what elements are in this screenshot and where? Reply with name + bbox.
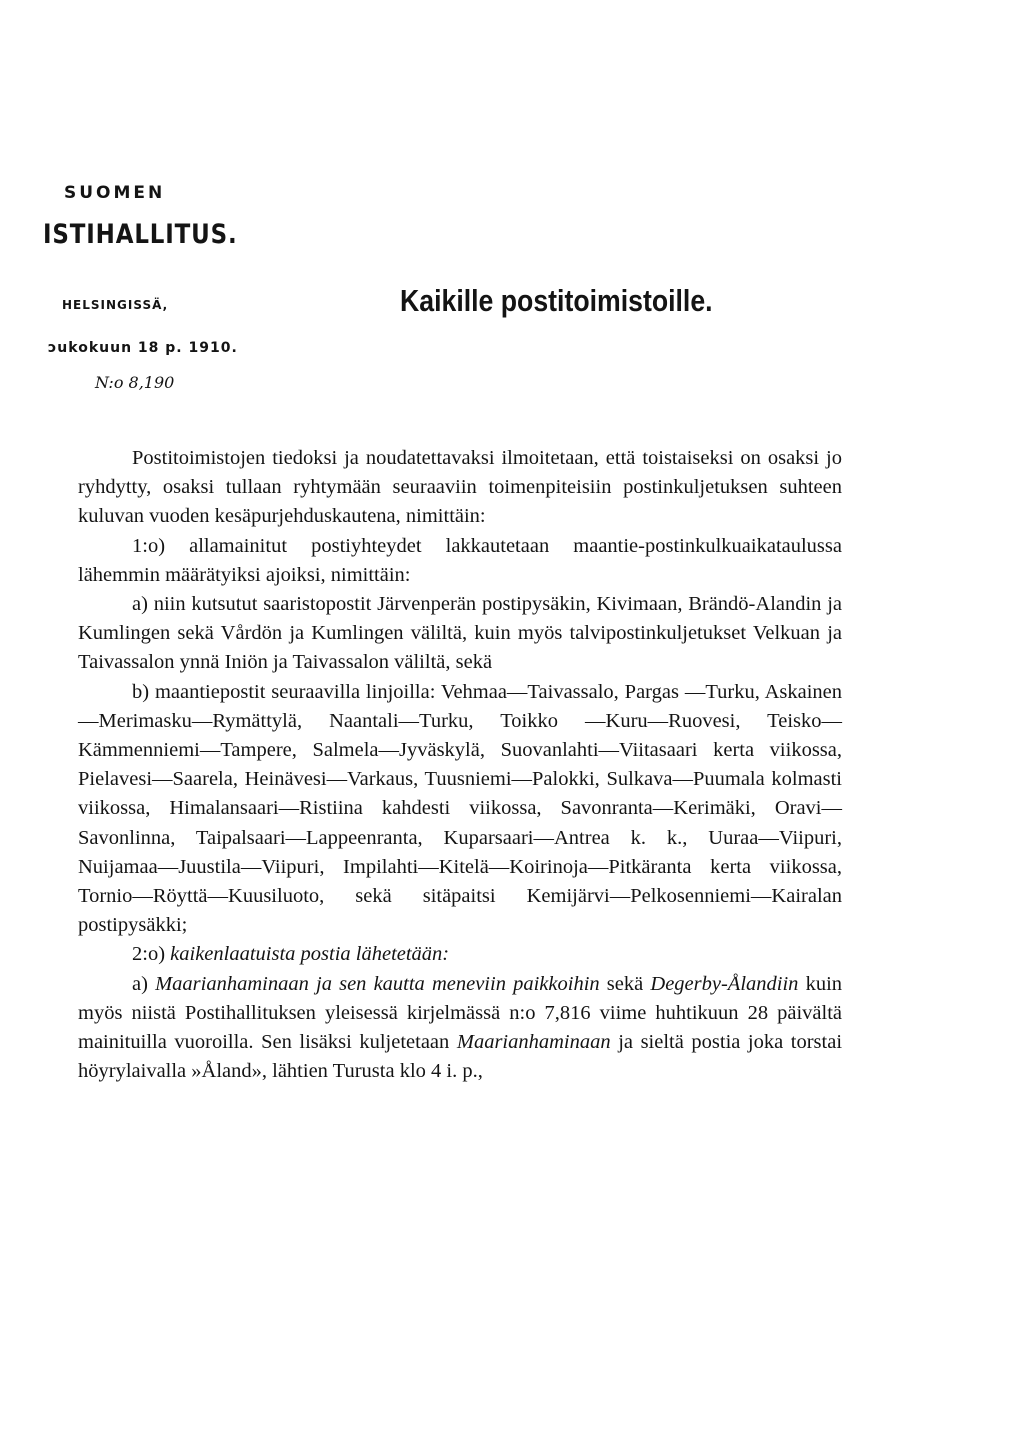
item-2a-italic-maarianhamina: Maarianhaminaan	[456, 1031, 611, 1054]
item-2a-prefix: a)	[132, 972, 148, 995]
header-office: ISTIHALLITUS.	[43, 219, 238, 250]
letter-body	[78, 444, 842, 1086]
item-1-paragraph: 1:o) allamainitut postiyhteydet lakkautetaan maantie-postinkulkuaikataulussa lähemmin määrätyiksi ajoiksi, nimittäin:	[78, 534, 842, 586]
item-2-paragraph	[78, 940, 842, 969]
header-country: SUOMEN	[64, 183, 166, 203]
item-2-prefix: 2:o)	[132, 943, 166, 966]
intro-paragraph: Postitoimistojen tiedoksi ja noudatettavaksi ilmoitetaan, että toistaiseksi on osaksi jo ryhdytty, osaksi tullaan ryhtymään seuraaviin toimenpiteisiin postinkuljetuksen suhteen kuluvan vuoden kesäpurjehduskautena, nimittäin:	[78, 447, 842, 528]
item-1a-paragraph: a) niin kutsutut saaristopostit Järvenperän postipysäkin, Kivimaan, Brändö-Alandin ja Kumlingen sekä Vårdön ja Kumlingen väliltä, kuin myös talvipostinkuljetukset Velkuan ja Taivassalon ynnä Iniön ja Taivassalon väliltä, sekä	[78, 593, 842, 674]
item-2a-end: ja sieltä postia joka torstai höyrylaivalla »Åland», lähtien Turusta klo 4 i. p.,	[78, 1031, 843, 1083]
header-addressee: Kaikille postitoimistoille.	[400, 283, 713, 318]
item-2a-paragraph	[78, 970, 842, 1087]
item-2a-conjunction: sekä	[606, 972, 644, 995]
item-2a-italic-destination: Maarianhaminaan ja sen kautta meneviin paikkoihin	[155, 972, 600, 995]
item-1b-paragraph: b) maantiepostit seuraavilla linjoilla: Vehmaa—Taivassalo, Pargas —Turku, Askainen—Merimasku—Rymättylä, Naantali—Turku, Toikko —Kuru—Ruovesi, Teisko—Kämmenniemi—Tampere, Salmela—Jyväskylä, Suovanlahti—Viitasaari kerta viikossa, Pielavesi—Saarela, Heinävesi—Varkaus, Tuusniemi—Palokki, Sulkava—Puumala kolmasti viikossa, Himalansaari—Ristiina kahdesti viikossa, Savonranta—Kerimäki, Oravi—Savonlinna, Taipalsaari—Lappeenranta, Kuparsaari—Antrea k. k., Uuraa—Viipuri, Nuijamaa—Juustila—Viipuri, Impilahti—Kitelä—Koirinoja—Pitkäranta kerta viikossa, Tornio—Röyttä—Kuusiluoto, sekä sitäpaitsi Kemijärvi—Pelkosenniemi—Kairalan postipysäkki;	[78, 680, 842, 937]
header-place: HELSINGISSÄ,	[62, 298, 169, 312]
header-date: ɔukokuun 18 p. 1910.	[48, 340, 238, 356]
item-2a-italic-degerby: Degerby-Ålandiin	[650, 972, 799, 995]
item-2-italic: kaikenlaatuista postia lähetetään:	[170, 943, 450, 966]
item-2a-text: kuin myös niistä Postihallituksen yleisessä kirjelmässä n:o 7,816 viime huhtikuun 28 päivältä mainituilla vuoroilla. Sen lisäksi kuljetetaan	[78, 972, 843, 1054]
header-document-number: N:o 8,190	[95, 373, 175, 392]
